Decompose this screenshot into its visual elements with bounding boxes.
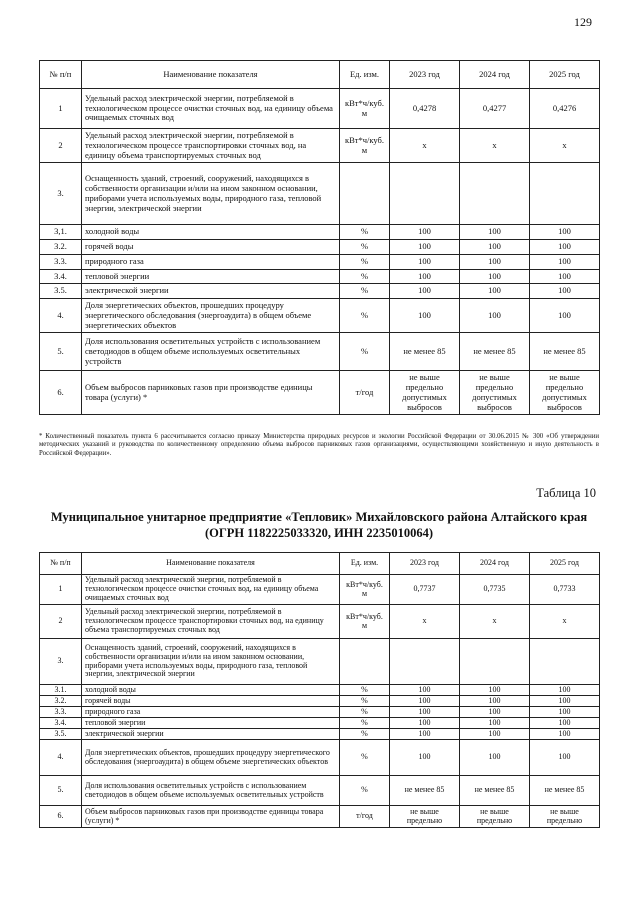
- col-header-2024: 2024 год: [460, 553, 530, 575]
- row-number: 6.: [40, 806, 82, 828]
- value-2024: 0,7735: [460, 575, 530, 605]
- row-number: 3.: [40, 639, 82, 685]
- indicator-name: Доля использования осветительных устройств с использованием светодиодов в общем объеме используемых осветительных устройств: [82, 333, 340, 371]
- value-2023: 0,7737: [390, 575, 460, 605]
- indicator-name: Удельный расход электрической энергии, потребляемой в технологическом процессе очистки сточных вод, на единицу объема очищаемых сточных вод: [82, 89, 340, 129]
- row-number: 3.2.: [40, 696, 82, 707]
- table-header-row: [40, 553, 600, 575]
- table-row: [40, 299, 600, 333]
- table-caption: Таблица 10: [536, 486, 596, 500]
- value-2023: 100: [390, 718, 460, 729]
- value-2024: 100: [460, 718, 530, 729]
- value-2025: не выше предельно допустимых выбросов: [530, 371, 600, 415]
- row-number: 3.: [40, 163, 82, 225]
- table-row: [40, 333, 600, 371]
- value-2023: 100: [390, 225, 460, 240]
- table-body: [40, 575, 600, 828]
- unit: т/год: [340, 371, 390, 415]
- table-row: [40, 240, 600, 255]
- value-2024: х: [460, 129, 530, 163]
- value-2023: [390, 163, 460, 225]
- value-2025: [530, 163, 600, 225]
- value-2024: 100: [460, 269, 530, 284]
- col-header-num: № п/п: [40, 553, 82, 575]
- value-2023: 100: [390, 696, 460, 707]
- unit: кВт*ч/куб. м: [340, 129, 390, 163]
- value-2023: не менее 85: [390, 776, 460, 806]
- indicator-name: Объем выбросов парниковых газов при производстве единицы товара (услуги) *: [82, 806, 340, 828]
- value-2023: 100: [390, 284, 460, 299]
- value-2023: 0,4278: [390, 89, 460, 129]
- row-number: 3,1.: [40, 225, 82, 240]
- value-2024: 100: [460, 685, 530, 696]
- indicator-name: холодной воды: [82, 225, 340, 240]
- table-row: [40, 776, 600, 806]
- value-2024: 100: [460, 284, 530, 299]
- indicator-name: Доля использования осветительных устройств с использованием светодиодов в общем объеме используемых осветительных устройств: [82, 776, 340, 806]
- value-2024: [460, 639, 530, 685]
- indicators-table-1: [39, 60, 600, 415]
- value-2025: 100: [530, 696, 600, 707]
- table-row: [40, 696, 600, 707]
- value-2024: 100: [460, 240, 530, 255]
- value-2024: 100: [460, 225, 530, 240]
- value-2023: не выше предельно допустимых выбросов: [390, 371, 460, 415]
- value-2023: 100: [390, 254, 460, 269]
- value-2025: 100: [530, 740, 600, 776]
- indicator-name: холодной воды: [82, 685, 340, 696]
- indicator-name: горячей воды: [82, 696, 340, 707]
- table-body: [40, 89, 600, 415]
- value-2025: [530, 639, 600, 685]
- table-title: Муниципальное унитарное предприятие «Тепловик» Михайловского района Алтайского края (ОГРН 1182225033320, ИНН 2235010064): [50, 510, 588, 541]
- value-2024: 100: [460, 254, 530, 269]
- row-number: 3.2.: [40, 240, 82, 255]
- row-number: 3.1.: [40, 685, 82, 696]
- indicator-name: Удельный расход электрической энергии, потребляемой в технологическом процессе транспортировки сточных вод, на единицу объема транспортируемых сточных вод: [82, 129, 340, 163]
- value-2025: 100: [530, 299, 600, 333]
- row-number: 3.4.: [40, 269, 82, 284]
- indicator-name: тепловой энергии: [82, 269, 340, 284]
- value-2025: х: [530, 605, 600, 639]
- unit: т/год: [340, 806, 390, 828]
- table-row: [40, 225, 600, 240]
- value-2023: [390, 639, 460, 685]
- unit: [340, 639, 390, 685]
- row-number: 3.3.: [40, 707, 82, 718]
- unit: %: [340, 284, 390, 299]
- value-2025: 0,4276: [530, 89, 600, 129]
- col-header-2023: 2023 год: [390, 553, 460, 575]
- unit: %: [340, 240, 390, 255]
- table-row: [40, 129, 600, 163]
- value-2023: не менее 85: [390, 333, 460, 371]
- value-2024: 100: [460, 729, 530, 740]
- table-row: [40, 163, 600, 225]
- unit: %: [340, 718, 390, 729]
- value-2025: 100: [530, 707, 600, 718]
- footnote: * Количественный показатель пункта 6 рассчитывается согласно приказу Министерства природных ресурсов и экологии Российской Федерации от 30.06.2015 № 300 «Об утверждении методических указаний и руководства по количественному определению объема выбросов парниковых газов организациями, осуществляющими хозяйственную и иную деятельность в Российской Федерации».: [39, 433, 599, 457]
- indicator-name: электрической энергии: [82, 729, 340, 740]
- table-row: [40, 284, 600, 299]
- col-header-2025: 2025 год: [530, 553, 600, 575]
- unit: %: [340, 269, 390, 284]
- col-header-name: Наименование показателя: [82, 553, 340, 575]
- table-row: [40, 806, 600, 828]
- table-row: [40, 740, 600, 776]
- col-header-num: № п/п: [40, 61, 82, 89]
- unit: кВт*ч/куб. м: [340, 575, 390, 605]
- value-2024: 100: [460, 740, 530, 776]
- row-number: 5.: [40, 776, 82, 806]
- row-number: 3.4.: [40, 718, 82, 729]
- value-2023: 100: [390, 240, 460, 255]
- col-header-unit: Ед. изм.: [340, 553, 390, 575]
- col-header-name: Наименование показателя: [82, 61, 340, 89]
- value-2023: х: [390, 129, 460, 163]
- value-2024: 100: [460, 299, 530, 333]
- value-2024: 0,4277: [460, 89, 530, 129]
- value-2024: [460, 163, 530, 225]
- indicator-name: Объем выбросов парниковых газов при производстве единицы товара (услуги) *: [82, 371, 340, 415]
- row-number: 3.5.: [40, 729, 82, 740]
- row-number: 4.: [40, 740, 82, 776]
- table-row: [40, 269, 600, 284]
- indicator-name: Оснащенность зданий, строений, сооружений, находящихся в собственности организации и/или на ином законном основании, приборами учета используемых воды, природного газа, тепловой энергии, электрической энергии: [82, 163, 340, 225]
- value-2024: 100: [460, 707, 530, 718]
- row-number: 1: [40, 575, 82, 605]
- table-row: [40, 639, 600, 685]
- col-header-2023: 2023 год: [390, 61, 460, 89]
- table-row: [40, 729, 600, 740]
- row-number: 3.5.: [40, 284, 82, 299]
- table-row: [40, 685, 600, 696]
- row-number: 3.3.: [40, 254, 82, 269]
- col-header-2024: 2024 год: [460, 61, 530, 89]
- value-2025: 100: [530, 284, 600, 299]
- value-2023: 100: [390, 269, 460, 284]
- unit: кВт*ч/куб. м: [340, 89, 390, 129]
- indicator-name: природного газа: [82, 707, 340, 718]
- table-row: [40, 371, 600, 415]
- indicator-name: электрической энергии: [82, 284, 340, 299]
- table-header-row: [40, 61, 600, 89]
- unit: %: [340, 740, 390, 776]
- unit: %: [340, 333, 390, 371]
- value-2025: 100: [530, 718, 600, 729]
- unit: [340, 163, 390, 225]
- value-2025: 100: [530, 225, 600, 240]
- value-2025: не менее 85: [530, 333, 600, 371]
- value-2024: х: [460, 605, 530, 639]
- unit: %: [340, 696, 390, 707]
- value-2025: х: [530, 129, 600, 163]
- table-row: [40, 718, 600, 729]
- indicator-name: Доля энергетических объектов, прошедших процедуру энергетического обследования (энергоаудита) в общем объеме энергетических объектов: [82, 299, 340, 333]
- value-2023: 100: [390, 299, 460, 333]
- indicator-name: горячей воды: [82, 240, 340, 255]
- value-2024: не выше предельно допустимых выбросов: [460, 371, 530, 415]
- value-2023: 100: [390, 707, 460, 718]
- unit: %: [340, 254, 390, 269]
- value-2024: 100: [460, 696, 530, 707]
- row-number: 5.: [40, 333, 82, 371]
- value-2023: х: [390, 605, 460, 639]
- indicator-name: природного газа: [82, 254, 340, 269]
- indicators-table-2: [39, 552, 600, 828]
- row-number: 6.: [40, 371, 82, 415]
- indicator-name: Удельный расход электрической энергии, потребляемой в технологическом процессе транспортировки сточных вод, на единицу объема транспортируемых сточных вод: [82, 605, 340, 639]
- value-2025: 100: [530, 729, 600, 740]
- value-2025: 100: [530, 269, 600, 284]
- indicator-name: Доля энергетических объектов, прошедших процедуру энергетического обследования (энергоаудита) в общем объеме энергетических объектов: [82, 740, 340, 776]
- table-row: [40, 89, 600, 129]
- row-number: 4.: [40, 299, 82, 333]
- table-row: [40, 254, 600, 269]
- value-2024: не менее 85: [460, 776, 530, 806]
- unit: кВт*ч/куб. м: [340, 605, 390, 639]
- page-number: 129: [574, 15, 592, 29]
- row-number: 1: [40, 89, 82, 129]
- indicator-name: Оснащенность зданий, строений, сооружений, находящихся в собственности организации и/или на ином законном основании, приборами учета используемых воды, природного газа, тепловой энергии, электрической энергии: [82, 639, 340, 685]
- table-row: [40, 605, 600, 639]
- value-2025: не менее 85: [530, 776, 600, 806]
- row-number: 2: [40, 129, 82, 163]
- value-2024: не менее 85: [460, 333, 530, 371]
- value-2025: не выше предельно: [530, 806, 600, 828]
- indicator-name: тепловой энергии: [82, 718, 340, 729]
- table-row: [40, 575, 600, 605]
- unit: %: [340, 299, 390, 333]
- value-2025: 100: [530, 685, 600, 696]
- col-header-unit: Ед. изм.: [340, 61, 390, 89]
- value-2023: 100: [390, 685, 460, 696]
- value-2023: 100: [390, 740, 460, 776]
- value-2023: не выше предельно: [390, 806, 460, 828]
- unit: %: [340, 707, 390, 718]
- value-2025: 0,7733: [530, 575, 600, 605]
- unit: %: [340, 729, 390, 740]
- value-2025: 100: [530, 254, 600, 269]
- value-2025: 100: [530, 240, 600, 255]
- col-header-2025: 2025 год: [530, 61, 600, 89]
- value-2023: 100: [390, 729, 460, 740]
- row-number: 2: [40, 605, 82, 639]
- unit: %: [340, 225, 390, 240]
- unit: %: [340, 685, 390, 696]
- unit: %: [340, 776, 390, 806]
- value-2024: не выше предельно: [460, 806, 530, 828]
- indicator-name: Удельный расход электрической энергии, потребляемой в технологическом процессе очистки сточных вод, на единицу объема очищаемых сточных вод: [82, 575, 340, 605]
- table-row: [40, 707, 600, 718]
